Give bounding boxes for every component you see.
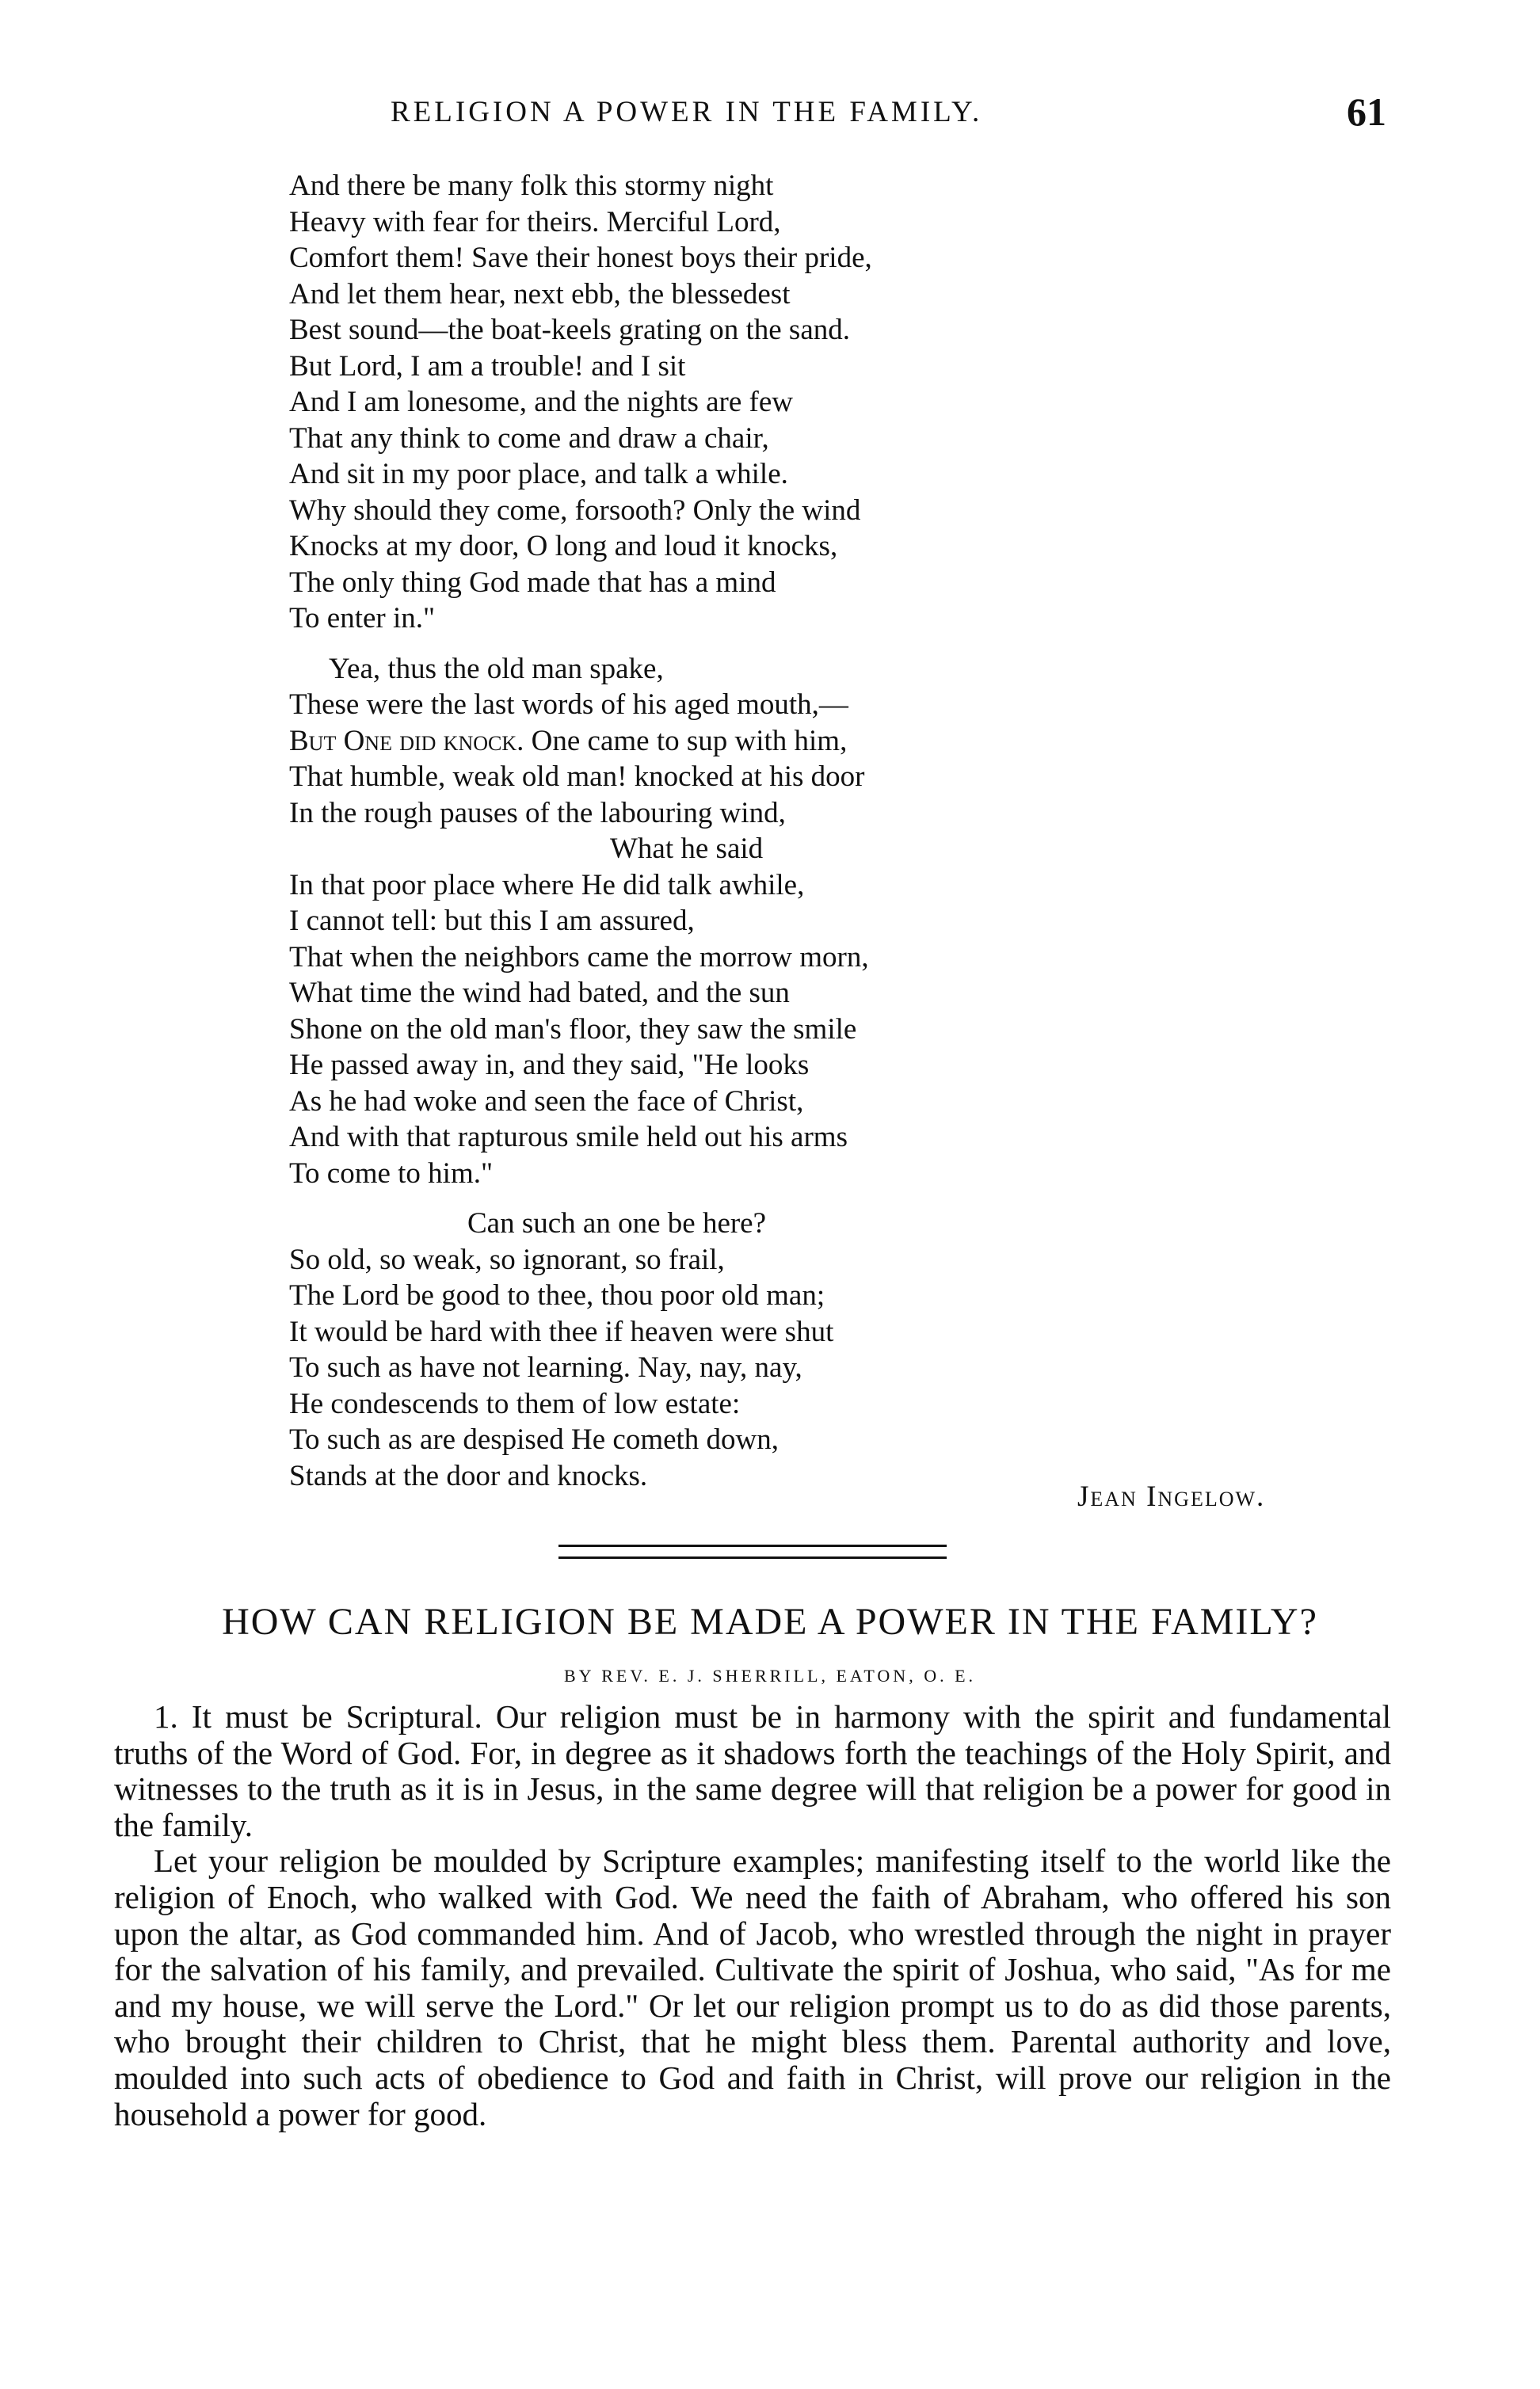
poem-line: As he had woke and seen the face of Christ, [289,1084,804,1118]
poem-line: He condescends to them of low estate: [289,1387,741,1420]
poem-line: Can such an one be here? [467,1207,767,1240]
article-body [114,1699,1391,2132]
poem-line: He passed away in, and they said, "He looks [289,1049,810,1081]
poem [289,168,1398,1494]
poem-line: To such as have not learning. Nay, nay, nay, [289,1351,802,1384]
poem-line: I cannot tell: but this I am assured, [289,905,695,937]
article-title: HOW CAN RELIGION BE MADE A POWER IN THE FAMILY? [222,1601,1318,1643]
poem-line: To come to him." [289,1156,494,1190]
poem-line: In that poor place where He did talk awhile, [289,868,805,901]
poem-line: Comfort them! Save their honest boys their pride, [289,242,872,274]
poem-line: The Lord be good to thee, thou poor old man; [289,1279,825,1312]
poem-line: And sit in my poor place, and talk a while. [289,458,788,490]
poem-line: The only thing God made that has a mind [289,566,776,599]
poem-line: But Lord, I am a trouble! and I sit [289,349,686,383]
poem-line: Stands at the door and knocks. [289,1459,648,1492]
body-paragraph: Let your religion be moulded by Scripture examples; manifesting itself to the world like the religion of Enoch, who walked with God. We need the faith of Abraham, who offered his son upon the altar, as God commanded him. And of Jacob, who wrestled through the night in prayer for the salvation of his family, and prevailed. Cultivate the spirit of Joshua, who said, "As for me and my house, we will serve the Lord." Or let our religion prompt us to do as did those parents, who brought their children to Christ, that he might bless them. Parental authority and love, moulded into such acts of obedience to God and faith in Christ, will prove our religion in the household a power for good. [114,1842,1391,2132]
section-divider [558,1545,947,1559]
poem-line: That humble, weak old man! knocked at his door [289,760,865,793]
poem-line: What he said [610,833,764,865]
poem-line: Heavy with fear for theirs. Merciful Lord, [289,205,781,238]
poem-line: To such as are despised He cometh down, [289,1423,780,1456]
poem-line: Why should they come, forsooth? Only the wind [289,493,861,527]
running-title: RELIGION A POWER IN THE FAMILY. [391,96,983,128]
poem-line: Yea, thus the old man spake, [329,652,664,685]
poem-line: To enter in." [289,602,436,634]
poem-line: And let them hear, next ebb, the blessedest [289,277,791,311]
poem-line: And there be many folk this stormy night [289,170,774,202]
poem-line: So old, so weak, so ignorant, so frail, [289,1243,725,1276]
body-paragraph: 1. It must be Scriptural. Our religion must be in harmony with the spirit and fundamental truths of the Word of God. For, in degree as it shadows forth the teachings of the Holy Spirit, and witnesses to the truth as it is in Jesus, in the same degree will that religion be a power for good in the family. [114,1698,1391,1843]
stanza-gap [289,1191,1398,1206]
article-byline: BY REV. E. J. SHERRILL, EATON, O. E. [563,1666,977,1686]
poem-line: Best sound—the boat-keels grating on the sand. [289,314,851,346]
stanza-gap [289,637,1398,651]
running-head [0,89,1540,136]
poem-line-rest: One came to sup with him, [524,724,848,757]
poem-line: That any think to come and draw a chair, [289,421,769,455]
poem-line: In the rough pauses of the labouring wind, [289,796,786,829]
small-caps-phrase: But One did knock. [289,724,524,757]
poem-line: That when the neighbors came the morrow morn, [289,940,869,974]
poem-attribution: Jean Ingelow. [1077,1480,1266,1513]
page-number: 61 [1347,90,1386,134]
poem-line: These were the last words of his aged mouth,— [289,688,848,721]
poem-line: Knocks at my door, O long and loud it knocks, [289,530,838,562]
poem-line: And I am lonesome, and the nights are few [289,386,794,418]
poem-line: It would be hard with thee if heaven were shut [289,1315,834,1348]
poem-line: And with that rapturous smile held out his arms [289,1121,848,1153]
poem-line [289,723,1398,760]
poem-line: Shone on the old man's floor, they saw the smile [289,1012,857,1046]
poem-line: What time the wind had bated, and the sun [289,977,790,1009]
